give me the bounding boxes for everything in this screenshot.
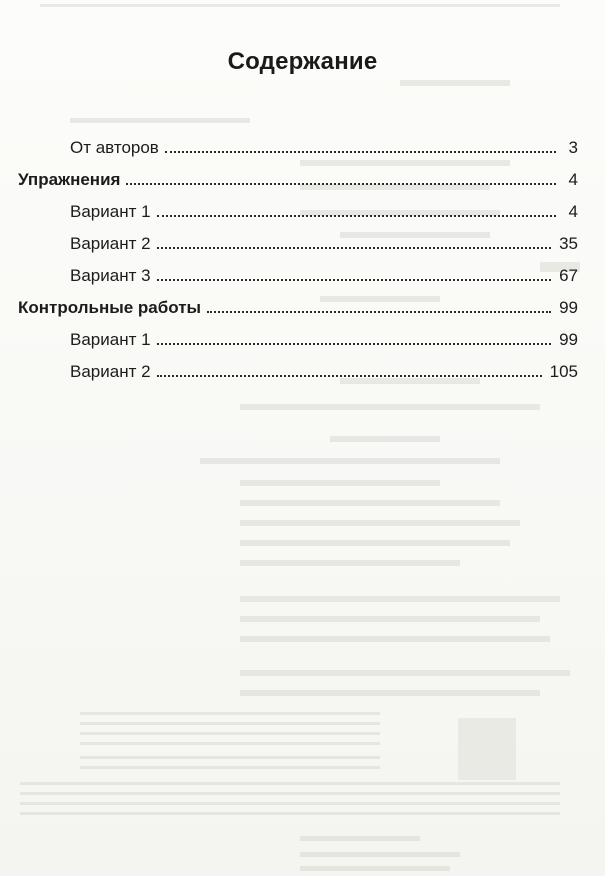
leader-dots (157, 247, 552, 249)
toc-entry-label: От авторов (70, 138, 159, 157)
toc-entry-exercises-variant-1 (18, 190, 578, 222)
leader-dots (157, 343, 552, 345)
toc-entry-exercises (18, 158, 578, 190)
toc-entry-page: 4 (568, 202, 578, 221)
toc-entry-page: 3 (568, 138, 578, 157)
toc-entry-label: Вариант 1 (70, 202, 151, 221)
toc-entry-exercises-variant-2 (18, 222, 578, 254)
toc-entry-tests-variant-2 (18, 350, 578, 382)
toc-entry-label: Вариант 3 (70, 266, 151, 285)
leader-dots (165, 151, 556, 153)
toc-entry-tests (18, 286, 578, 318)
toc-entry-page: 105 (549, 362, 578, 381)
toc-entry-label: Контрольные работы (18, 298, 202, 317)
toc-entry-label: Вариант 1 (70, 330, 151, 349)
toc-entry-label: Вариант 2 (70, 234, 151, 253)
toc-entry-page: 67 (559, 266, 578, 285)
leader-dots (157, 215, 556, 217)
leader-dots (126, 183, 556, 185)
toc-entry-label: Упражнения (18, 170, 121, 189)
toc-entry-label: Вариант 2 (70, 362, 151, 381)
toc-entry-page: 35 (559, 234, 578, 253)
leader-dots (157, 279, 552, 281)
toc-entry-page: 99 (559, 330, 578, 349)
leader-dots (157, 375, 542, 377)
toc-entry-page: 99 (559, 298, 578, 317)
toc-entry-tests-variant-1 (18, 318, 578, 350)
toc-entry-from-authors (18, 126, 578, 158)
page-title: Содержание (227, 48, 378, 75)
toc-entry-exercises-variant-3 (18, 254, 578, 286)
toc-entry-page: 4 (568, 170, 578, 189)
table-of-contents (18, 126, 578, 382)
leader-dots (207, 311, 551, 313)
